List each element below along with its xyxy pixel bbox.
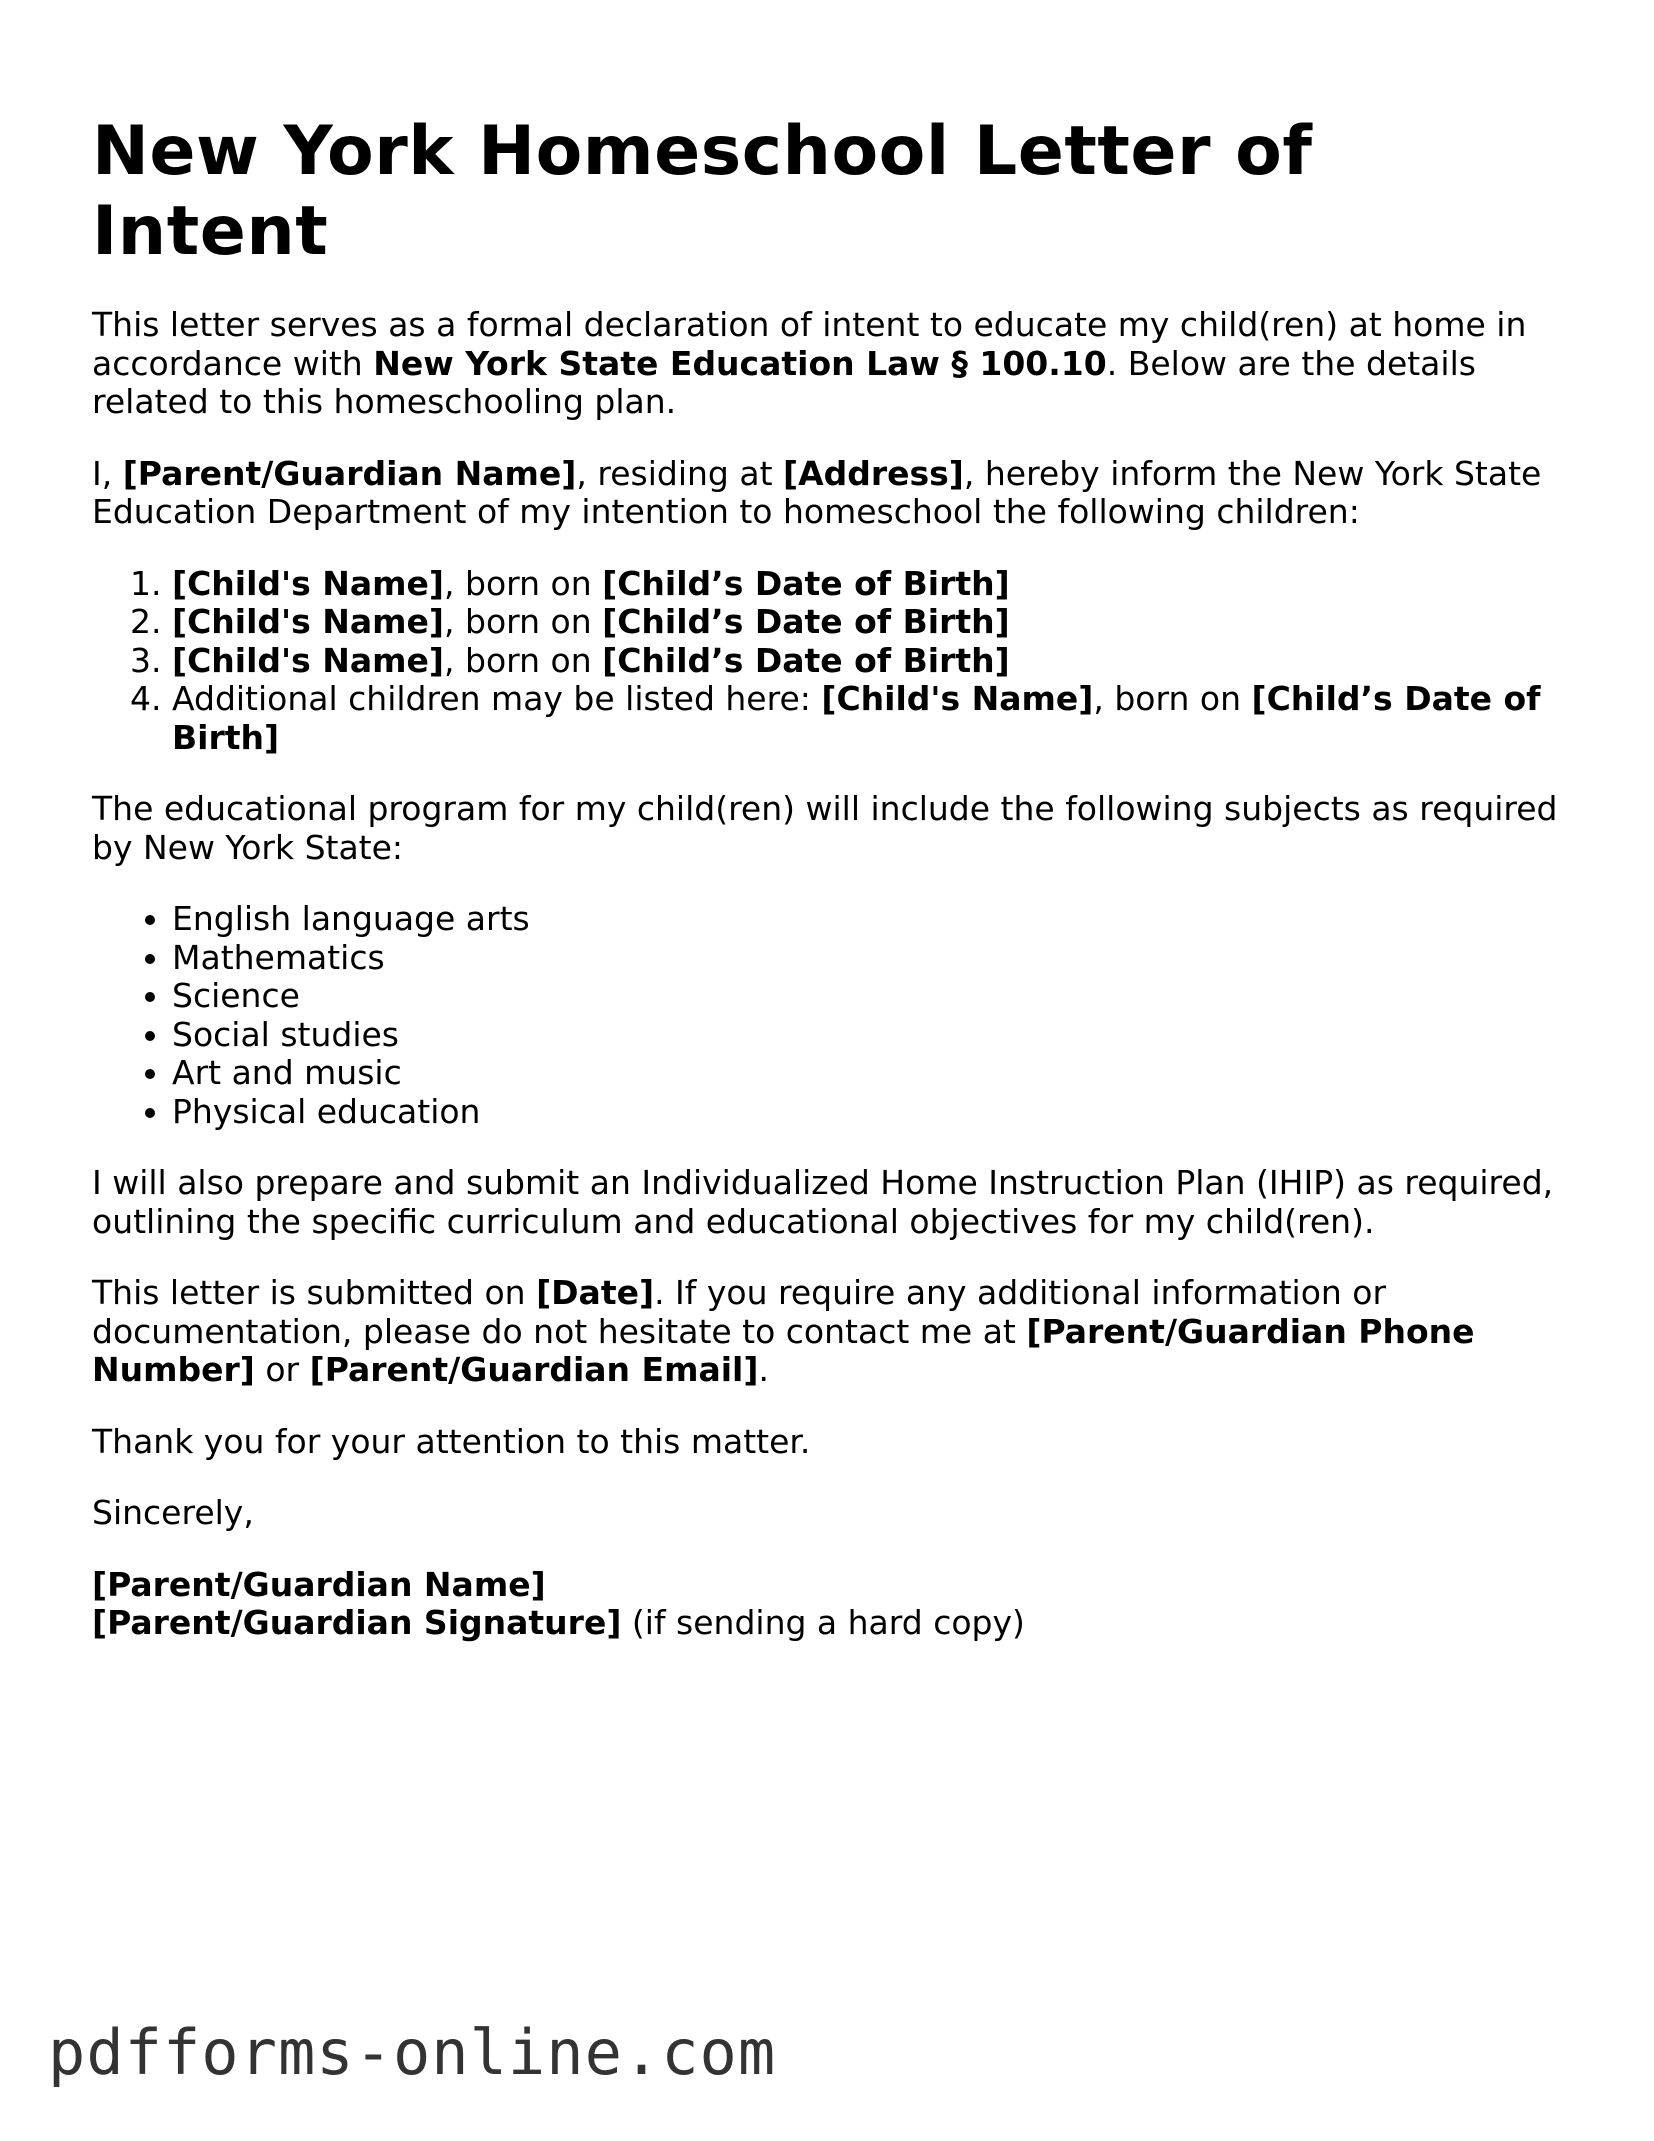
watermark: pdfforms-online.com — [48, 2016, 777, 2089]
child-name-placeholder: [Child's Name] — [172, 640, 445, 680]
list-item: • Physical education — [172, 1093, 1562, 1132]
intro-text: This letter serves as a formal declaration of intent to educate my child(ren) at home in accordance with — [92, 305, 1527, 383]
child-name-placeholder: [Child's Name] — [172, 563, 445, 603]
list-item — [172, 565, 1562, 604]
document-title: New York Homeschool Letter of Intent — [92, 112, 1313, 271]
closing-text: Sincerely, — [92, 1493, 254, 1532]
subjects-list — [92, 900, 1562, 1131]
declaration-residing: , residing at — [576, 453, 783, 493]
list-item — [172, 603, 1562, 642]
or-text: or — [254, 1350, 310, 1389]
child-name-placeholder: [Child's Name] — [172, 602, 445, 641]
signature-line — [92, 1604, 1562, 1643]
child-dob-placeholder: [Child’s Date of Birth] — [602, 602, 1010, 641]
list-item: • Mathematics — [172, 939, 1562, 978]
submission-paragraph — [92, 1274, 1562, 1390]
submission-end: . — [758, 1350, 769, 1389]
declaration-prefix: I, — [92, 453, 123, 493]
list-item: • English language arts — [172, 900, 1562, 939]
child-dob-placeholder: [Child’s Date of Birth] — [602, 563, 1010, 603]
list-item — [172, 642, 1562, 681]
address-placeholder: [Address] — [783, 453, 964, 493]
born-on-text: , born on — [1093, 679, 1252, 718]
list-item: • Social studies — [172, 1016, 1562, 1055]
submission-prefix: This letter is submitted on — [92, 1273, 537, 1312]
email-placeholder: [Parent/Guardian Email] — [309, 1350, 759, 1389]
signature-name: [Parent/Guardian Name] — [92, 1564, 546, 1604]
signature-block — [92, 1566, 1562, 1643]
phone-placeholder: [Parent/Guardian Phone Number] — [92, 1311, 1475, 1389]
submission-middle: . If you require any additional information or documentation, please do not hesitate to contact me at — [92, 1273, 1387, 1351]
children-list — [92, 565, 1562, 758]
intro-text-end: . Below are the details related to this homeschooling plan. — [92, 343, 1476, 421]
signature-note: (if sending a hard copy) — [621, 1603, 1025, 1642]
parent-name-placeholder: [Parent/Guardian Name] — [122, 453, 577, 493]
document-page — [92, 112, 1562, 1643]
child-dob-placeholder: [Child’s Date of Birth] — [172, 679, 1541, 757]
subjects-intro: The educational program for my child(ren) will include the following subjects as required by New York State: — [92, 789, 1558, 867]
signature-placeholder: [Parent/Guardian Signature] — [92, 1603, 622, 1642]
born-on-text: , born on — [444, 602, 603, 641]
list-item — [172, 680, 1562, 757]
date-placeholder: [Date] — [536, 1273, 655, 1312]
thanks-paragraph: Thank you for your attention to this matter. — [92, 1421, 811, 1461]
declaration-suffix: , hereby inform the New York State Education Department of my intention to homeschool the following children: — [92, 453, 1542, 531]
intro-paragraph — [92, 306, 1562, 422]
child-dob-placeholder: [Child’s Date of Birth] — [602, 640, 1010, 680]
declaration-paragraph — [92, 455, 1562, 532]
ihip-paragraph: I will also prepare and submit an Individualized Home Instruction Plan (IHIP) as required, outlining the specific curriculum and educational objectives for my child(ren). — [92, 1163, 1554, 1241]
born-on-text: , born on — [444, 563, 603, 603]
signature-name-line — [92, 1566, 1562, 1605]
list-item: • Science — [172, 977, 1562, 1016]
child-name-placeholder: [Child's Name] — [821, 679, 1094, 718]
law-reference: New York State Education Law § 100.10 — [373, 343, 1107, 383]
list-item: • Art and music — [172, 1054, 1562, 1093]
additional-children-text: Additional children may be listed here: — [172, 679, 822, 718]
born-on-text: , born on — [444, 640, 603, 680]
